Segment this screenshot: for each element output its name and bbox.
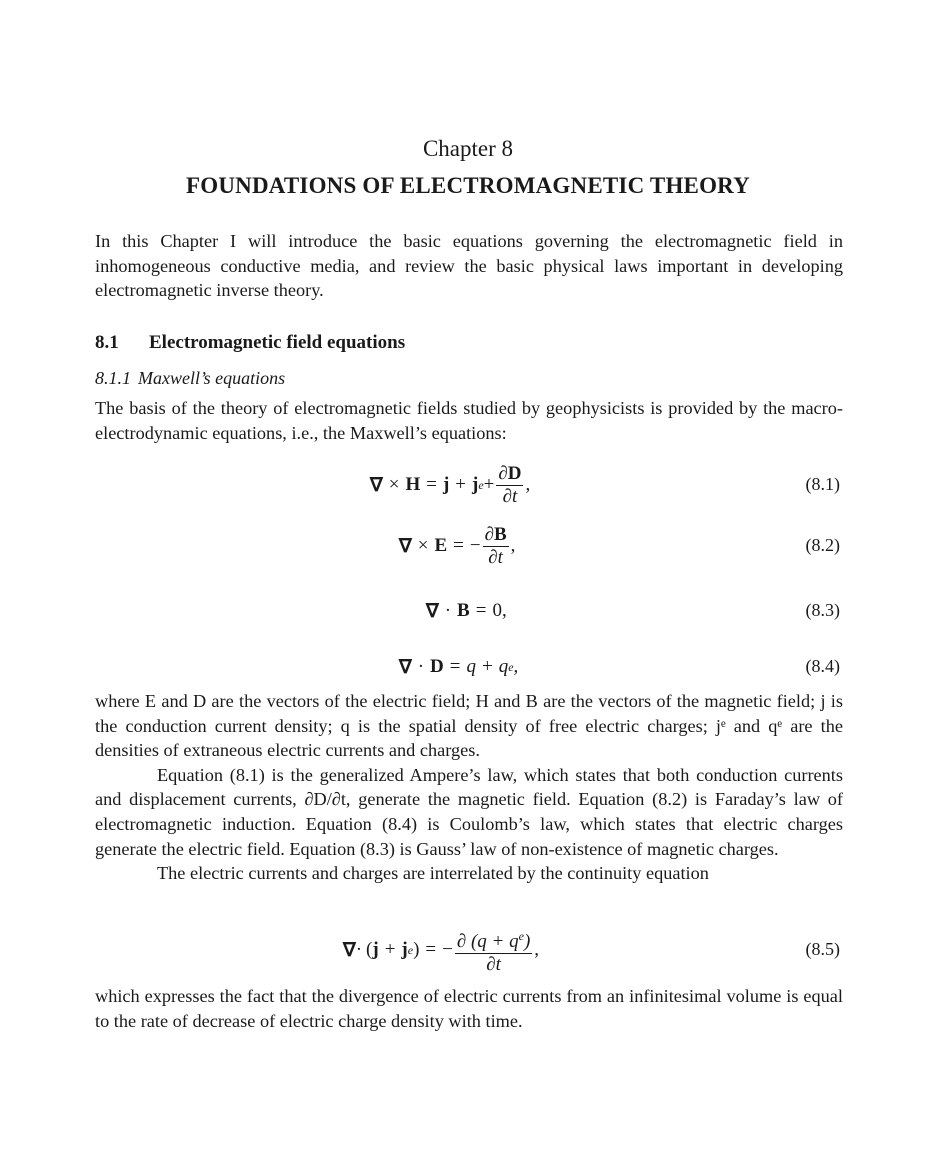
expresses-paragraph (95, 984, 843, 1033)
section-title: Electromagnetic field equations (149, 332, 406, 353)
subsection-title: Maxwell’s equations (138, 368, 286, 388)
equation-number: (8.3) (805, 600, 840, 620)
equation-8-2-expression: ∇ × E = − $\frac{\partial B}{\partial t}$ , (399, 523, 516, 568)
equation-8-1 (95, 460, 843, 510)
equation-8-3-expression: ∇ · B = 0, (426, 600, 507, 622)
equation-number: (8.2) (805, 535, 840, 555)
equation-8-5-expression: ∇ · ( j + j e ) = − $\frac{\partial (q + q^e)}{\partial t}$ , (343, 925, 539, 975)
basis-text: The basis of the theory of electromagnetic fields studied by geophysicists is provided by the macro-electrodynamic equations, i.e., the Maxwell’s equations: (95, 398, 843, 443)
ampere-text: Equation (8.1) is the generalized Ampere’s law, which states that both conduction currents and displacement currents, ∂D/∂t, generate the magnetic field. Equation (8.2) is Faraday’s law of electromagnetic induction. Equation (8.4) is Coulomb’s law, which states that electric charges generate the electric field. Equation (8.3) is Gauss’ law of non-existence of magnetic charges. (95, 764, 843, 859)
continuity-text: The electric currents and charges are interrelated by the continuity equation (157, 863, 709, 884)
equation-8-1-expression: ∇ × H = j + j e + $\frac{\partial D}{\partial t}$ , (370, 462, 531, 507)
equation-8-4-expression: ∇ · D = q + q e , (399, 656, 519, 678)
equation-number: (8.5) (805, 939, 840, 959)
basis-paragraph (95, 396, 843, 445)
equation-8-2 (95, 521, 843, 571)
equation-8-5 (95, 925, 843, 975)
expresses-text: which expresses the fact that the divergence of electric currents from an infinitesimal volume is equal to the rate of decrease of electric charge density with time. (95, 986, 843, 1031)
subsection-number: 8.1.1 (95, 368, 131, 388)
equation-8-3 (95, 596, 843, 626)
intro-text: In this Chapter I will introduce the basic equations governing the electromagnetic field in inhomogeneous conductive media, and review the basic physical laws important in developing electromagnetic inverse theory. (95, 231, 843, 301)
equation-number: (8.4) (805, 656, 840, 676)
chapter-title: FOUNDATIONS OF ELECTROMAGNETIC THEORY (186, 173, 750, 198)
chapter-label: Chapter 8 (422, 136, 514, 161)
section-heading (95, 330, 405, 356)
subsection-heading (95, 365, 285, 391)
equation-number: (8.1) (805, 474, 840, 494)
where-paragraph (95, 689, 843, 886)
section-number: 8.1 (95, 332, 119, 353)
where-text: where E and D are the vectors of the electric field; H and B are the vectors of the magnetic field; j is the conduction current density; q is the spatial density of free electric charges; jᵉ and qᵉ are the densities of extraneous electric currents and charges. (95, 691, 843, 761)
equation-8-4 (95, 652, 843, 682)
intro-paragraph (95, 229, 843, 303)
